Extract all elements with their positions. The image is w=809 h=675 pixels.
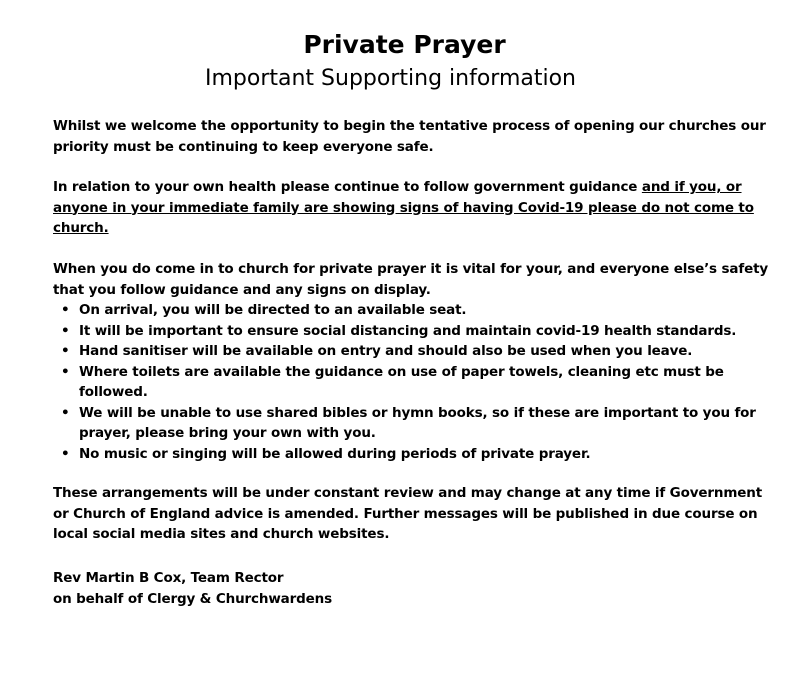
signature-block bbox=[53, 568, 773, 609]
health-guidance-plain-text: In relation to your own health please continue to follow government guidance bbox=[53, 179, 642, 195]
bullet-icon: • bbox=[61, 343, 70, 359]
health-guidance-paragraph bbox=[53, 177, 773, 239]
safety-paragraph bbox=[53, 259, 773, 300]
bullet-icon: • bbox=[61, 445, 70, 462]
bullet-icon: • bbox=[61, 404, 70, 421]
list-item-text: On arrival, you will be directed to an available seat. bbox=[79, 302, 467, 318]
review-paragraph-text: These arrangements will be under constant review and may change at any time if Government or Church of England advice is amended. Further messages will be published in due course on local social media sites and church websites. bbox=[53, 485, 763, 542]
list-item-text: It will be important to ensure social distancing and maintain covid-19 health standards. bbox=[79, 322, 737, 339]
list-item-text: Hand sanitiser will be available on entry and should also be used when you leave. bbox=[79, 343, 693, 359]
health-guidance-underlined-text: and if you, or anyone in your immediate family are showing signs of having Covid-19 please do not come to church. bbox=[53, 179, 754, 236]
signature-on-behalf: on behalf of Clergy & Churchwardens bbox=[53, 590, 333, 607]
list-item bbox=[53, 300, 773, 321]
document-title: Private Prayer bbox=[303, 30, 506, 59]
list-item bbox=[53, 341, 773, 362]
list-item bbox=[53, 444, 773, 465]
list-item bbox=[53, 403, 773, 444]
review-paragraph bbox=[53, 483, 773, 545]
list-item-text: We will be unable to use shared bibles or hymn books, so if these are important to you for prayer, please bring your own with you. bbox=[79, 404, 756, 441]
intro-paragraph bbox=[53, 116, 773, 157]
safety-paragraph-text: When you do come in to church for private prayer it is vital for your, and everyone else’s safety that you follow guidance and any signs on display. bbox=[53, 261, 769, 298]
guidance-bullet-list bbox=[53, 300, 773, 464]
bullet-icon: • bbox=[61, 302, 70, 318]
intro-paragraph-text: Whilst we welcome the opportunity to begin the tentative process of opening our churches our priority must be continuing to keep everyone safe. bbox=[53, 118, 766, 155]
bullet-icon: • bbox=[61, 363, 70, 380]
health-guidance-text bbox=[53, 177, 773, 239]
bullet-icon: • bbox=[61, 322, 70, 339]
document-subtitle: Important Supporting information bbox=[204, 66, 576, 91]
list-item bbox=[53, 362, 773, 403]
list-item bbox=[53, 321, 773, 342]
list-item-text: Where toilets are available the guidance on use of paper towels, cleaning etc must be followed. bbox=[79, 363, 724, 400]
list-item-text: No music or singing will be allowed during periods of private prayer. bbox=[79, 445, 591, 462]
signature-name: Rev Martin B Cox, Team Rector bbox=[53, 570, 284, 586]
